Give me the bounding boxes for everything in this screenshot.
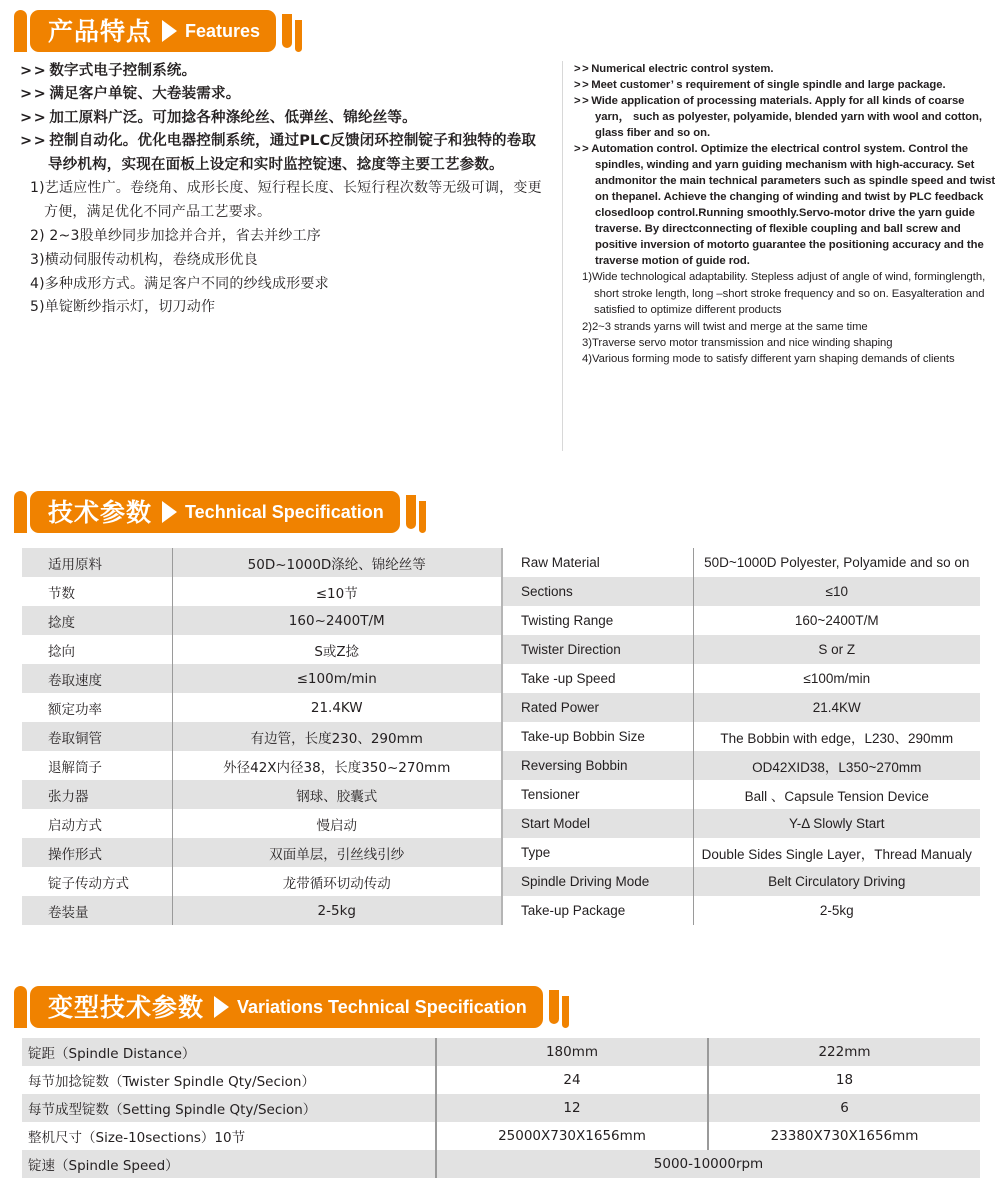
chevron-marker: >> <box>20 133 48 150</box>
table-row <box>503 577 980 606</box>
spec-key-cell: 卷取速度 <box>22 664 172 693</box>
table-row <box>503 838 980 867</box>
spec-key-cell: 退解筒子 <box>22 751 172 780</box>
table-row <box>503 693 980 722</box>
table-row <box>22 664 501 693</box>
feature-item-cn: 1)艺适应性广。卷绕角、成形长度、短行程长度、长短行程次数等无级可调，变更方便，满足优化不同产品工艺要求。 <box>30 180 542 221</box>
banner-body <box>30 491 400 533</box>
banner-right-accent-2 <box>419 501 426 533</box>
table-row <box>503 722 980 751</box>
table-row <box>22 1150 980 1178</box>
spec-value-cell: Double Sides Single Layer，Thread Manualy <box>693 838 980 867</box>
feature-item-cn: 4)多种成形方式。满足客户不同的纱线成形要求 <box>30 275 329 292</box>
table-row <box>22 1066 980 1094</box>
table-row <box>503 867 980 896</box>
spec-value-cell: S or Z <box>693 635 980 664</box>
feature-bullet-en: >>Meet customer’ s requirement of single spindle and large package. <box>574 79 946 92</box>
banner-left-accent <box>14 10 27 52</box>
spec-key-cell: 卷装量 <box>22 896 172 925</box>
triangle-right-icon <box>214 996 229 1018</box>
spec-value-cell: ≤100m/min <box>693 664 980 693</box>
variations-spec-table-wrap <box>22 1038 980 1178</box>
banner-title-en: Features <box>185 21 261 41</box>
feature-bullet-cn: >> 加工原料广泛。可加捻各种涤纶丝、低弹丝、锦纶丝等。 <box>20 109 417 126</box>
features-chinese-column <box>20 60 550 320</box>
spec-key-cell: Start Model <box>503 809 693 838</box>
banner-title-en: Variations Technical Specification <box>237 997 527 1017</box>
spec-value-cell: 双面单层，引丝线引纱 <box>172 838 501 867</box>
table-row <box>503 664 980 693</box>
feature-bullet-en: >>Automation control. Optimize the electrical control system. Control the spindles, winding and yarn guiding mechanism with high-accuracy. Set andmonitor the main technical parameters such as spindle speed and twist on thepanel. Achieve the changing of winding and twist by PLC feedback closedloop control.Running smoothly.Servo-motor drive the yarn guide traverse. By directconnecting of flexible coupling and ball screw and positive inversion of motorto guarantee the positioning accuracy and the traverse motion of guide rod. <box>574 143 996 268</box>
table-row <box>503 606 980 635</box>
feature-item-cn: 3)横动伺服传动机构，卷绕成形优良 <box>30 251 258 268</box>
section-banner-features <box>14 10 302 52</box>
spec-value-cell: 21.4KW <box>172 693 501 722</box>
spec-value-cell: 2-5kg <box>172 896 501 925</box>
spec-key-cell: Sections <box>503 577 693 606</box>
banner-right-accent-2 <box>562 996 569 1028</box>
spec-value-cell: ≤10 <box>693 577 980 606</box>
spec-value-cell: 2-5kg <box>693 896 980 925</box>
triangle-right-icon <box>162 501 177 523</box>
table-row <box>22 867 501 896</box>
feature-item-cn: 2) 2~3股单纱同步加捻并合并，省去并纱工序 <box>30 228 321 245</box>
spec-key-cell: Twisting Range <box>503 606 693 635</box>
spec-value-cell: 慢启动 <box>172 809 501 838</box>
banner-title-cn: 产品特点 <box>48 16 153 46</box>
spec-key-cell: Reversing Bobbin <box>503 751 693 780</box>
spec-value-cell: 50D~1000D Polyester, Polyamide and so on <box>693 548 980 577</box>
spec-value-cell: 钢球、胶囊式 <box>172 780 501 809</box>
variation-key-cell: 整机尺寸（Size-10sections）10节 <box>22 1122 436 1150</box>
spec-value-cell: The Bobbin with edge，L230、290mm <box>693 722 980 751</box>
feature-item-en: 3)Traverse servo motor transmission and nice winding shaping <box>582 336 893 349</box>
variation-key-cell: 锭距（Spindle Distance） <box>22 1038 436 1066</box>
table-row <box>22 896 501 925</box>
feature-item-en: 4)Various forming mode to satisfy different yarn shaping demands of clients <box>582 353 955 366</box>
table-row <box>503 809 980 838</box>
banner-right-accent-1 <box>549 990 559 1024</box>
spec-value-cell: 21.4KW <box>693 693 980 722</box>
table-row <box>22 1038 980 1066</box>
feature-bullet-cn: >> 控制自动化。优化电器控制系统，通过PLC反馈闭环控制锭子和独特的卷取导纱机构，实现在面板上设定和实时监控锭速、捻度等主要工艺参数。 <box>20 133 537 173</box>
variations-spec-table <box>22 1038 980 1178</box>
chevron-marker: >> <box>574 79 591 92</box>
banner-left-accent <box>14 491 27 533</box>
table-row <box>22 1122 980 1150</box>
technical-spec-tables <box>22 548 980 925</box>
chevron-marker: >> <box>574 143 591 156</box>
feature-bullet-en: >>Wide application of processing materials. Apply for all kinds of coarse yarn， such as polyester, polyamide, blended yarn with wool and cotton, glass fiber and so on. <box>574 95 982 140</box>
banner-right-accent-1 <box>282 14 292 48</box>
triangle-right-icon <box>162 20 177 42</box>
spec-value-cell: S或Z捻 <box>172 635 501 664</box>
spec-table-en <box>503 548 980 925</box>
variation-value-cell-b: 6 <box>708 1094 980 1122</box>
banner-title-en: Technical Specification <box>185 502 384 522</box>
table-row <box>22 780 501 809</box>
spec-key-cell: Raw Material <box>503 548 693 577</box>
table-row <box>503 780 980 809</box>
table-row <box>22 606 501 635</box>
spec-value-cell: 160~2400T/M <box>693 606 980 635</box>
variation-value-cell-b: 23380X730X1656mm <box>708 1122 980 1150</box>
variation-value-cell-span: 5000-10000rpm <box>436 1150 980 1178</box>
spec-key-cell: Twister Direction <box>503 635 693 664</box>
spec-value-cell: Belt Circulatory Driving <box>693 867 980 896</box>
table-row <box>22 722 501 751</box>
spec-value-cell: 有边管，长度230、290mm <box>172 722 501 751</box>
variation-value-cell-a: 12 <box>436 1094 708 1122</box>
spec-key-cell: 操作形式 <box>22 838 172 867</box>
spec-key-cell: 启动方式 <box>22 809 172 838</box>
table-row <box>22 577 501 606</box>
spec-table-cn <box>22 548 501 925</box>
chevron-marker: >> <box>20 86 48 103</box>
chevron-marker: >> <box>574 63 591 75</box>
banner-body <box>30 10 276 52</box>
variation-key-cell: 锭速（Spindle Speed） <box>22 1150 436 1178</box>
banner-right-accent-1 <box>406 495 416 529</box>
variation-key-cell: 每节加捻锭数（Twister Spindle Qty/Secion） <box>22 1066 436 1094</box>
spec-value-cell: OD42XID38，L350~270mm <box>693 751 980 780</box>
feature-bullet-cn: >> 数字式电子控制系统。 <box>20 63 197 79</box>
table-row <box>22 809 501 838</box>
table-row <box>22 548 501 577</box>
table-row <box>22 635 501 664</box>
table-row <box>22 751 501 780</box>
banner-right-accent-2 <box>295 20 302 52</box>
features-english-column <box>562 61 1000 451</box>
table-row <box>22 1094 980 1122</box>
banner-body <box>30 986 543 1028</box>
spec-key-cell: 锭子传动方式 <box>22 867 172 896</box>
spec-value-cell: 160~2400T/M <box>172 606 501 635</box>
spec-key-cell: Take -up Speed <box>503 664 693 693</box>
technical-spec-table-cn <box>22 548 501 925</box>
spec-key-cell: Tensioner <box>503 780 693 809</box>
spec-value-cell: Y-Δ Slowly Start <box>693 809 980 838</box>
section-banner-technical-spec <box>14 491 426 533</box>
spec-key-cell: 适用原料 <box>22 548 172 577</box>
table-row <box>503 751 980 780</box>
table-row <box>503 548 980 577</box>
spec-value-cell: 50D~1000D涤纶、锦纶丝等 <box>172 548 501 577</box>
table-row <box>22 838 501 867</box>
variation-value-cell-a: 25000X730X1656mm <box>436 1122 708 1150</box>
spec-value-cell: 龙带循环切动传动 <box>172 867 501 896</box>
feature-item-en: 1)Wide technological adaptability. Stepless adjust of angle of wind, forminglength, short stroke length, long –short stroke frequency and so on. Easyalteration and satisfied to optimize different products <box>582 271 986 317</box>
spec-key-cell: Type <box>503 838 693 867</box>
banner-title-cn: 变型技术参数 <box>48 992 205 1022</box>
spec-key-cell: Rated Power <box>503 693 693 722</box>
spec-key-cell: 捻度 <box>22 606 172 635</box>
table-row <box>503 896 980 925</box>
spec-key-cell: 张力器 <box>22 780 172 809</box>
variation-value-cell-b: 222mm <box>708 1038 980 1066</box>
feature-bullet-en: >>Numerical electric control system. <box>574 63 774 75</box>
technical-spec-table-en <box>501 548 980 925</box>
spec-key-cell: 捻向 <box>22 635 172 664</box>
feature-item-en: 2)2~3 strands yarns will twist and merge at the same time <box>582 320 868 333</box>
banner-title-cn: 技术参数 <box>48 497 153 527</box>
spec-value-cell: 外径42X内径38，长度350~270mm <box>172 751 501 780</box>
section-banner-variations-spec <box>14 986 569 1028</box>
feature-item-cn: 5)单锭断纱指示灯，切刀动作 <box>30 299 216 316</box>
spec-key-cell: 额定功率 <box>22 693 172 722</box>
chevron-marker: >> <box>20 109 48 126</box>
spec-value-cell: Ball 、Capsule Tension Device <box>693 780 980 809</box>
spec-key-cell: Take-up Bobbin Size <box>503 722 693 751</box>
spec-key-cell: Spindle Driving Mode <box>503 867 693 896</box>
spec-key-cell: 卷取铜管 <box>22 722 172 751</box>
table-row <box>503 635 980 664</box>
feature-bullet-cn: >> 满足客户单锭、大卷装需求。 <box>20 86 241 103</box>
variation-value-cell-a: 180mm <box>436 1038 708 1066</box>
variation-value-cell-b: 18 <box>708 1066 980 1094</box>
chevron-marker: >> <box>574 95 591 108</box>
spec-value-cell: ≤10节 <box>172 577 501 606</box>
spec-key-cell: 节数 <box>22 577 172 606</box>
spec-key-cell: Take-up Package <box>503 896 693 925</box>
variation-value-cell-a: 24 <box>436 1066 708 1094</box>
variation-key-cell: 每节成型锭数（Setting Spindle Qty/Secion） <box>22 1094 436 1122</box>
table-row <box>22 693 501 722</box>
spec-value-cell: ≤100m/min <box>172 664 501 693</box>
banner-left-accent <box>14 986 27 1028</box>
chevron-marker: >> <box>20 63 48 79</box>
